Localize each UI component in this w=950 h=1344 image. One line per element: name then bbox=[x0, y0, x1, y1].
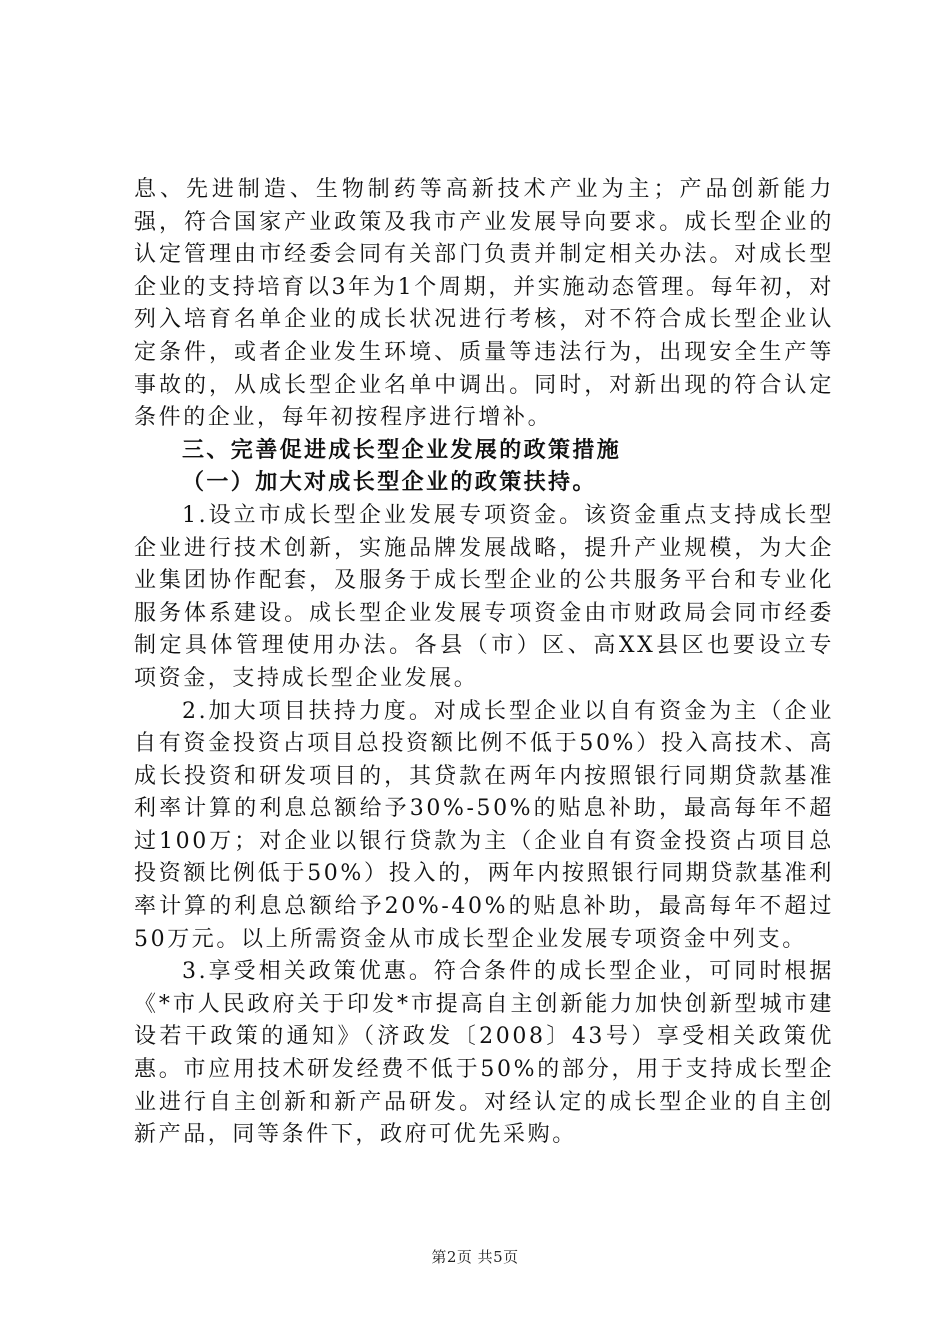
paragraph-item-2: 2.加大项目扶持力度。对成长型企业以自有资金为主（企业自有资金投资占项目总投资额比例不低于50%）投入高技术、高成长投资和研发项目的，其贷款在两年内按照银行同期贷款基准利率计算的利息总额给予30%-50%的贴息补助，最高每年不超过100万；对企业以银行贷款为主（企业自有资金投资占项目总投资额比例低于50%）投入的，两年内按照银行同期贷款基准利率计算的利息总额给予20%-40%的贴息补助，最高每年不超过50万元。以上所需资金从市成长型企业发展专项资金中列支。 bbox=[134, 698, 834, 952]
subsection-heading: （一）加大对成长型企业的政策扶持。 bbox=[182, 470, 597, 496]
paragraph-item-3: 3.享受相关政策优惠。符合条件的成长型企业，可同时根据《*市人民政府关于印发*市提高自主创新能力加快创新型城市建设若干政策的通知》（济政发〔2008〕43号）享受相关政策优惠。市应用技术研发经费不低于50%的部分，用于支持成长型企业进行自主创新和新产品研发。对经认定的成长型企业的自主创新产品，同等条件下，政府可优先采购。 bbox=[134, 959, 834, 1148]
paragraph-continuation: 息、先进制造、生物制药等高新技术产业为主；产品创新能力强，符合国家产业政策及我市产业发展导向要求。成长型企业的认定管理由市经委会同有关部门负责并制定相关办法。对成长型企业的支持培育以3年为1个周期，并实施动态管理。每年初，对列入培育名单企业的成长状况进行考核，对不符合成长型企业认定条件，或者企业发生环境、质量等违法行为，出现安全生产等事故的，从成长型企业名单中调出。同时，对新出现的符合认定条件的企业，每年初按程序进行增补。 bbox=[134, 177, 834, 431]
page-footer: 第2页 共5页 bbox=[431, 1248, 519, 1266]
document-body bbox=[134, 174, 834, 1152]
section-heading: 三、完善促进成长型企业发展的政策措施 bbox=[182, 437, 622, 463]
paragraph-item-1: 1.设立市成长型企业发展专项资金。该资金重点支持成长型企业进行技术创新，实施品牌发展战略，提升产业规模，为大企业集团协作配套，及服务于成长型企业的公共服务平台和专业化服务体系建设。成长型企业发展专项资金由市财政局会同市经委制定具体管理使用办法。各县（市）区、高XX县区也要设立专项资金，支持成长型企业发展。 bbox=[134, 502, 834, 691]
